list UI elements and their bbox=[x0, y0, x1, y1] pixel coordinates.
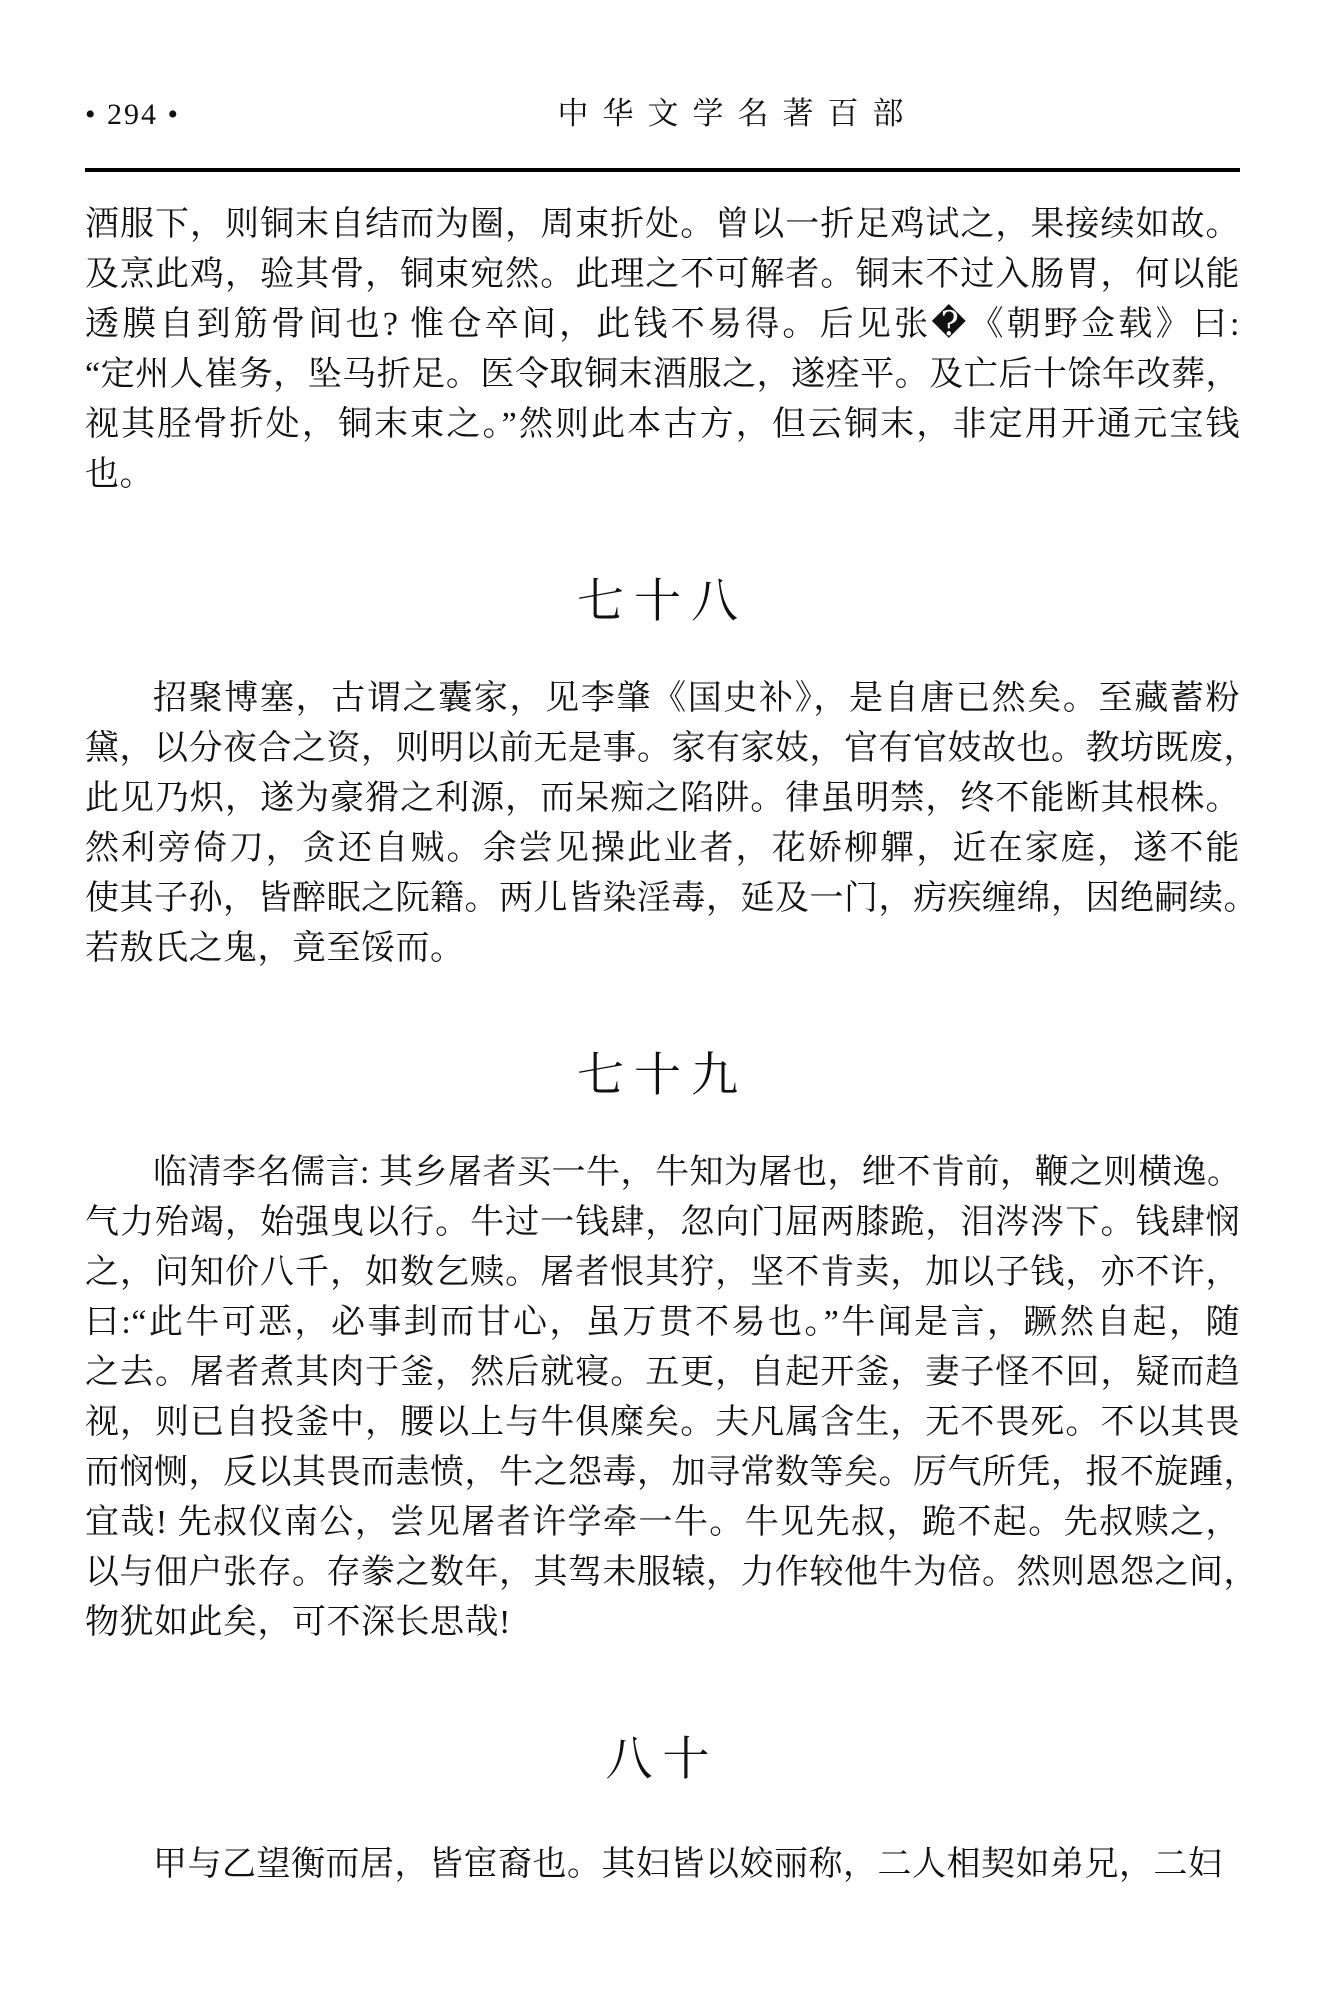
text-line: 及烹此鸡，验其骨，铜束宛然。此理之不可解者。铜末不过入肠胃，何以能 bbox=[85, 256, 1240, 293]
text-line: 也。 bbox=[85, 456, 154, 493]
paragraph bbox=[85, 674, 1258, 974]
paragraph bbox=[85, 200, 1240, 500]
text-line: 甲与乙望衡而居，皆宦裔也。其妇皆以姣丽称，二人相契如弟兄，二妇 bbox=[153, 1846, 1223, 1883]
text-line: 宜哉! 先叔仪南公，尝见屠者许学牵一牛。牛见先叔，跪不起。先叔赎之， bbox=[85, 1504, 1240, 1541]
text-line: 然利旁倚刀，贪还自贼。余尝见操此业者，花娇柳軃，近在家庭，遂不能 bbox=[85, 830, 1240, 867]
text-line: 之，问知价八千，如数乞赎。屠者恨其狞，坚不肯卖，加以子钱，亦不许， bbox=[85, 1254, 1240, 1291]
text-line: 若敖氏之鬼，竟至馁而。 bbox=[85, 930, 465, 967]
text-line: 临清李名儒言: 其乡屠者买一牛，牛知为屠也，绁不肯前，鞭之则横逸。 bbox=[153, 1154, 1242, 1191]
text-line: “定州人崔务，坠马折足。医令取铜末酒服之，遂痊平。及亡后十馀年改葬， bbox=[85, 356, 1240, 393]
text-line: 而悯恻，反以其畏而恚愤，牛之怨毒，加寻常数等矣。厉气所凭，报不旋踵， bbox=[85, 1454, 1258, 1491]
text-line: 透膜自到筋骨间也? 惟仓卒间，此钱不易得。后见张�《朝野佥载》曰: bbox=[85, 306, 1240, 343]
page-header bbox=[85, 88, 1240, 132]
running-title: 中华文学名著百部 bbox=[557, 96, 918, 131]
text-line: 气力殆竭，始强曳以行。牛过一钱肆，忽向门屈两膝跪，泪涔涔下。钱肆悯 bbox=[85, 1204, 1240, 1241]
text-line: 使其子孙，皆醉眠之阮籍。两儿皆染淫毒，延及一门，疠疾缠绵，因绝嗣续。 bbox=[85, 880, 1258, 917]
text-line: 酒服下，则铜末自结而为圈，周束折处。曾以一折足鸡试之，果接续如故。 bbox=[85, 206, 1240, 243]
text-line: 物犹如此矣，可不深长思哉! bbox=[85, 1604, 511, 1641]
paragraph bbox=[85, 1148, 1258, 1648]
text-line: 以与佃户张存。存豢之数年，其驾未服辕，力作较他牛为倍。然则恩怨之间， bbox=[85, 1554, 1258, 1591]
text-line: 视其胫骨折处，铜末束之。”然则此本古方，但云铜末，非定用开通元宝钱 bbox=[85, 406, 1240, 443]
section-heading: 八十 bbox=[605, 1734, 720, 1786]
page-number: • 294 • bbox=[85, 98, 181, 131]
section-heading: 七十八 bbox=[577, 576, 748, 628]
text-line: 视，则已自投釜中，腰以上与牛俱糜矣。夫凡属含生，无不畏死。不以其畏 bbox=[85, 1404, 1240, 1441]
paragraph bbox=[85, 1840, 1240, 1890]
text-line: 曰:“此牛可恶，必事刲而甘心，虽万贯不易也。”牛闻是言，蹶然自起，随 bbox=[85, 1304, 1240, 1341]
section-heading: 七十九 bbox=[577, 1050, 748, 1102]
text-line: 之去。屠者煮其肉于釜，然后就寝。五更，自起开釜，妻子怪不回，疑而趋 bbox=[85, 1354, 1240, 1391]
header-rule bbox=[85, 168, 1240, 172]
text-line: 此见乃炽，遂为豪猾之利源，而呆痴之陷阱。律虽明禁，终不能断其根株。 bbox=[85, 780, 1240, 817]
text-line: 招聚博塞，古谓之囊家，见李肇《国史补》，是自唐已然矣。至藏蓄粉 bbox=[153, 680, 1240, 717]
text-line: 黛，以分夜合之资，则明以前无是事。家有家妓，官有官妓故也。教坊既废， bbox=[85, 730, 1258, 767]
page-body bbox=[85, 200, 1258, 1890]
